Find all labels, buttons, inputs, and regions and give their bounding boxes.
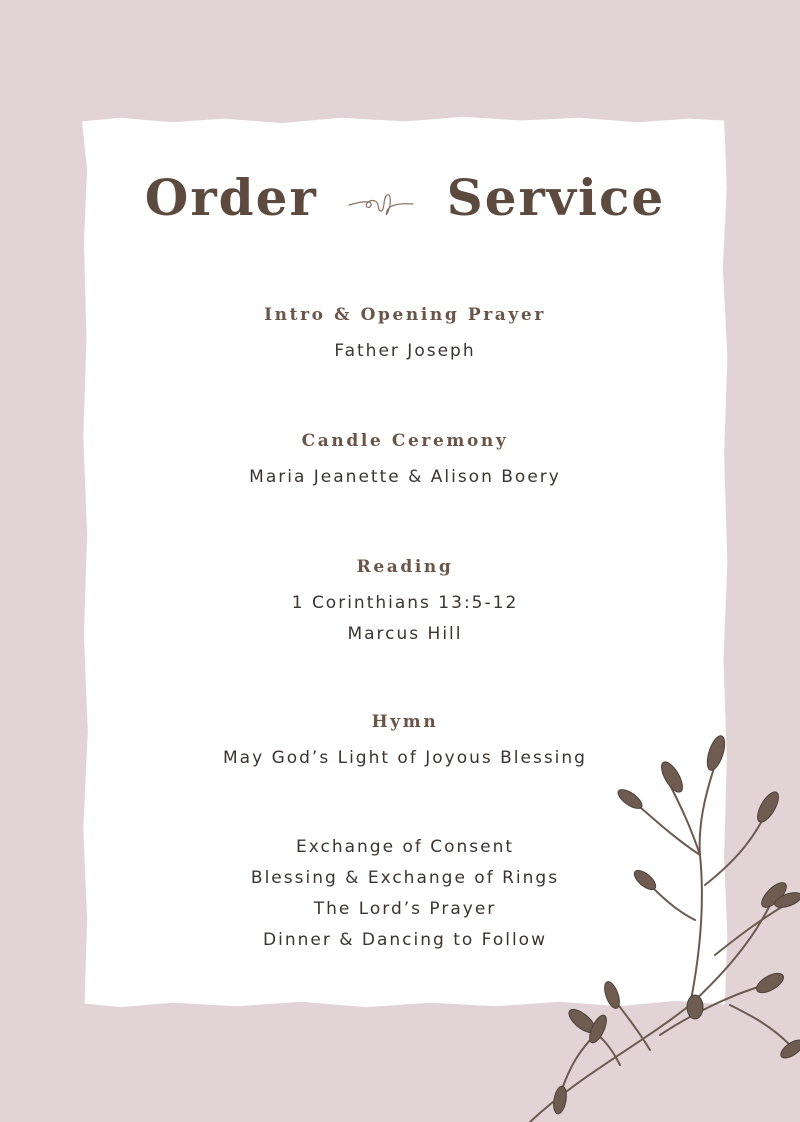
section-heading: Hymn [371,712,439,732]
section-line: Maria Jeanette & Alison Boery [249,467,561,487]
section-line: Marcus Hill [347,624,463,644]
title-word-order: Order [144,168,318,227]
section-line: Father Joseph [334,341,476,361]
closing-item: Dinner & Dancing to Follow [263,930,547,950]
section-heading: Intro & Opening Prayer [264,305,546,325]
section-heading: Reading [356,557,454,577]
section-heading: Candle Ceremony [301,431,509,451]
section-line: 1 Corinthians 13:5-12 [291,593,519,613]
title-word-service: Service [446,168,666,227]
section-candle [82,430,728,493]
closing-item: Blessing & Exchange of Rings [250,868,560,888]
dried-flower-sprig-icon [500,715,800,1122]
section-reading [82,556,728,650]
page-title [82,168,728,232]
closing-item: The Lord’s Prayer [313,899,497,919]
section-line: May God’s Light of Joyous Blessing [223,748,587,768]
closing-item: Exchange of Consent [295,837,515,857]
section-intro [82,304,728,367]
script-of-flourish-icon [347,172,417,232]
